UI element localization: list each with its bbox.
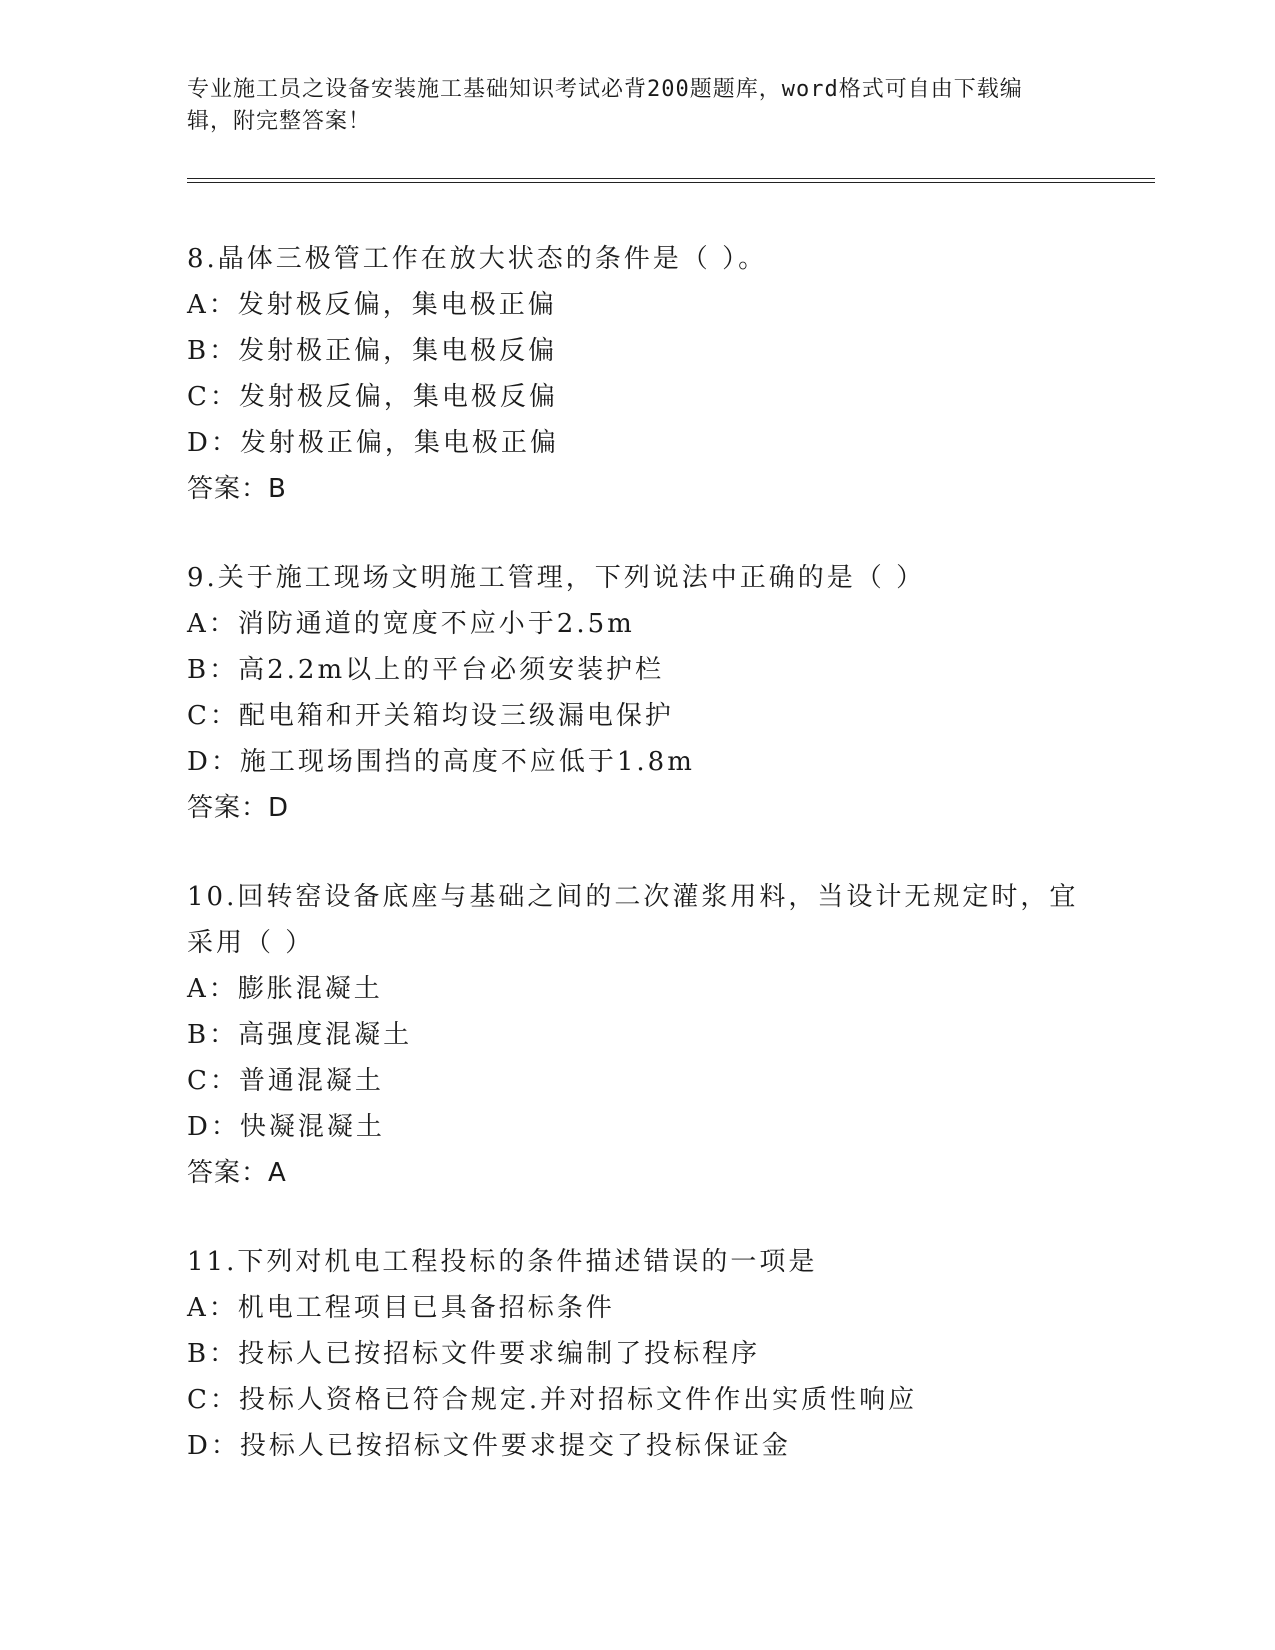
option-a: A：机电工程项目已具备招标条件 xyxy=(187,1293,615,1323)
answer-line: 答案：A xyxy=(187,1158,287,1188)
question-stem: 8.晶体三极管工作在放大状态的条件是（ ）。 xyxy=(187,244,768,274)
option-d: D：快凝混凝土 xyxy=(187,1112,385,1142)
question-list xyxy=(187,236,1087,1469)
question-10 xyxy=(187,874,1087,1196)
question-stem: 11.下列对机电工程投标的条件描述错误的一项是 xyxy=(187,1247,818,1277)
header-rule-bottom xyxy=(187,182,1155,183)
question-stem: 10.回转窑设备底座与基础之间的二次灌浆用料，当设计无规定时，宜采用（ ） xyxy=(187,882,1079,958)
option-d: D：发射极正偏，集电极正偏 xyxy=(187,428,559,458)
option-d: D：投标人已按招标文件要求提交了投标保证金 xyxy=(187,1431,791,1461)
option-b: B：高2.2m以上的平台必须安装护栏 xyxy=(187,655,665,685)
option-b: B：发射极正偏，集电极反偏 xyxy=(187,336,558,366)
option-c: C：普通混凝土 xyxy=(187,1066,384,1096)
document-header xyxy=(187,74,1067,138)
option-d: D：施工现场围挡的高度不应低于1.8m xyxy=(187,747,695,777)
question-9 xyxy=(187,555,1087,831)
option-a: A：膨胀混凝土 xyxy=(187,974,383,1004)
header-title: 专业施工员之设备安装施工基础知识考试必背200题题库，word格式可自由下载编辑，附完整答案！ xyxy=(187,77,1023,134)
option-c: C：配电箱和开关箱均设三级漏电保护 xyxy=(187,701,674,731)
option-a: A：消防通道的宽度不应小于2.5m xyxy=(187,609,635,639)
option-c: C：发射极反偏，集电极反偏 xyxy=(187,382,558,412)
answer-line: 答案：D xyxy=(187,793,290,823)
header-rule-top xyxy=(187,178,1155,179)
answer-line: 答案：B xyxy=(187,474,287,504)
question-8 xyxy=(187,236,1087,512)
option-b: B：投标人已按招标文件要求编制了投标程序 xyxy=(187,1339,761,1369)
question-stem: 9.关于施工现场文明施工管理，下列说法中正确的是（ ） xyxy=(187,563,926,593)
question-11 xyxy=(187,1239,1087,1469)
option-a: A：发射极反偏，集电极正偏 xyxy=(187,290,557,320)
option-b: B：高强度混凝土 xyxy=(187,1020,413,1050)
option-c: C：投标人资格已符合规定.并对招标文件作出实质性响应 xyxy=(187,1385,918,1415)
